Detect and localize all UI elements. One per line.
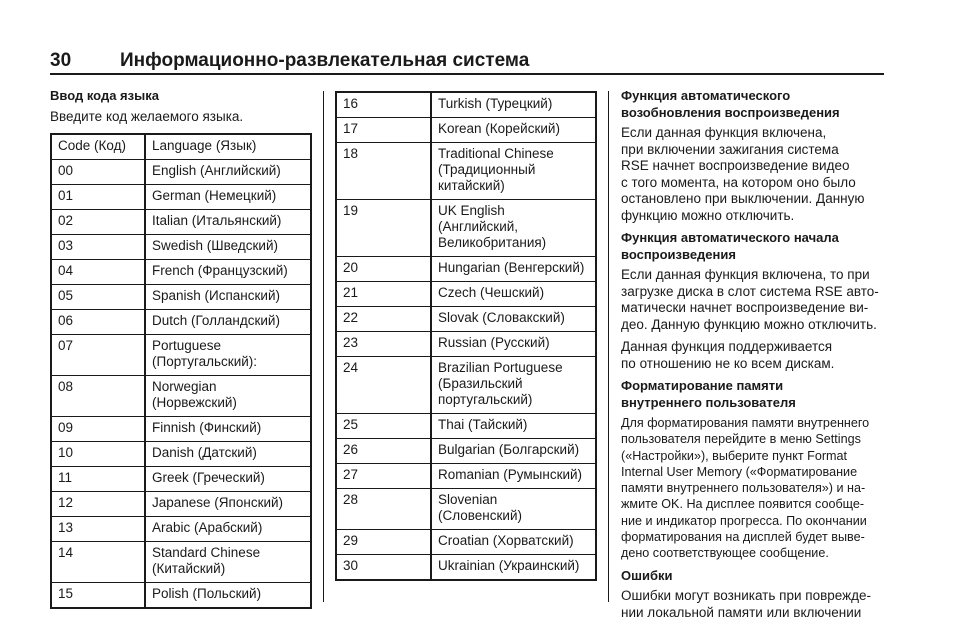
language-name-cell: Hungarian (Венгерский): [431, 257, 596, 282]
language-code-cell: 23: [336, 332, 431, 357]
paragraph-line: форматирования на дисплей будет выве-: [621, 530, 865, 545]
language-name-cell: Thai (Тайский): [431, 414, 596, 439]
paragraph-line: Данная функция поддерживается: [621, 339, 833, 354]
paragraph-line: памяти внутреннего пользователя») и на-: [621, 481, 866, 496]
section-heading-line: внутреннего пользователя: [621, 394, 796, 410]
table-header-row: [51, 134, 311, 160]
page-number: 30: [50, 50, 72, 71]
table-row: [336, 414, 596, 439]
table-row: [336, 464, 596, 489]
table-row: [336, 489, 596, 530]
table-row: [51, 542, 311, 583]
language-code-cell: 26: [336, 439, 431, 464]
language-name-line: Traditional Chinese: [438, 146, 554, 161]
table-row: [51, 235, 311, 260]
section-heading-line: Ошибки: [621, 567, 673, 583]
language-name-cell: Japanese (Японский): [145, 492, 311, 517]
language-name-cell: Dutch (Голландский): [145, 310, 311, 335]
language-code-cell: 01: [51, 185, 145, 210]
table-row: [51, 442, 311, 467]
paragraph-line: при включении зажигания система: [621, 141, 839, 157]
column-divider-left: [323, 91, 324, 602]
language-code-table-continued: [335, 91, 597, 581]
language-name-cell: [431, 489, 596, 530]
language-table-mid: [335, 91, 597, 581]
language-name-line: Brazilian Portuguese: [438, 360, 563, 375]
language-name-cell: Polish (Польский): [145, 583, 311, 609]
language-code-cell: 03: [51, 235, 145, 260]
table-row: [51, 160, 311, 185]
language-code-cell: 27: [336, 464, 431, 489]
section-heading-line: воспроизведения: [621, 246, 736, 262]
paragraph-line: Для форматирования памяти внутреннего: [621, 416, 870, 430]
language-name-cell: [145, 376, 311, 417]
language-name-cell: German (Немецкий): [145, 185, 311, 210]
language-name-line: (Норвежский): [152, 395, 237, 410]
table-row: [51, 517, 311, 542]
language-code-heading: Ввод кода языка: [50, 88, 159, 103]
table-row: [336, 332, 596, 357]
language-name-cell: Croatian (Хорватский): [431, 530, 596, 555]
language-code-cell: 09: [51, 417, 145, 442]
table-row: [51, 492, 311, 517]
language-name-cell: Arabic (Арабский): [145, 517, 311, 542]
language-name-line: (Китайский): [152, 561, 226, 576]
language-code-cell: 12: [51, 492, 145, 517]
table-row: [51, 583, 311, 609]
section-paragraph: [621, 339, 885, 372]
language-code-cell: 16: [336, 92, 431, 118]
language-code-intro: Введите код желаемого языка.: [50, 109, 244, 124]
language-code-cell: 08: [51, 376, 145, 417]
table-row: [51, 335, 311, 376]
table-row: [336, 92, 596, 118]
language-name-cell: French (Французский): [145, 260, 311, 285]
language-name-line: Slovenian: [438, 492, 498, 507]
language-name-cell: Spanish (Испанский): [145, 285, 311, 310]
language-code-cell: 06: [51, 310, 145, 335]
paragraph-line: Ошибки могут возникать при поврежде-: [621, 588, 872, 604]
language-code-cell: 10: [51, 442, 145, 467]
language-name-line: (Традиционный: [438, 162, 536, 177]
language-name-line: Norwegian: [152, 379, 217, 394]
language-code-cell: 24: [336, 357, 431, 414]
paragraph-line: с того момента, на котором оно было: [621, 174, 856, 190]
table-row: [336, 555, 596, 581]
language-code-cell: 21: [336, 282, 431, 307]
section-heading: [621, 88, 885, 121]
paragraph-line: по отношению не ко всем дискам.: [621, 355, 835, 371]
language-code-cell: 04: [51, 260, 145, 285]
section-heading-line: Функция автоматического: [621, 88, 791, 103]
table-row: [51, 417, 311, 442]
page-title: Информационно-развлекательная система: [120, 50, 530, 71]
language-name-line: (Бразильский: [438, 376, 523, 391]
language-name-cell: Ukrainian (Украинский): [431, 555, 596, 581]
language-code-cell: 05: [51, 285, 145, 310]
table-row: [336, 143, 596, 200]
language-name-line: португальский): [438, 392, 533, 407]
language-code-cell: 29: [336, 530, 431, 555]
language-name-line: UK English: [438, 203, 505, 218]
table-row: [336, 282, 596, 307]
table-row: [51, 285, 311, 310]
section-heading-line: Функция автоматического начала: [621, 230, 839, 245]
language-name-cell: Swedish (Шведский): [145, 235, 311, 260]
paragraph-line: Если данная функция включена, то при: [621, 267, 870, 282]
section-paragraph: [621, 267, 885, 333]
table-row: [336, 439, 596, 464]
section-heading-line: возобновления воспроизведения: [621, 104, 840, 120]
language-code-cell: 15: [51, 583, 145, 609]
table-row: [51, 310, 311, 335]
section-heading-line: Форматирование памяти: [621, 378, 784, 393]
language-code-cell: 14: [51, 542, 145, 583]
language-name-cell: Romanian (Румынский): [431, 464, 596, 489]
language-code-cell: 19: [336, 200, 431, 257]
language-name-cell: English (Английский): [145, 160, 311, 185]
language-code-cell: 30: [336, 555, 431, 581]
language-code-cell: 25: [336, 414, 431, 439]
column-divider-right: [608, 91, 609, 602]
language-code-cell: 02: [51, 210, 145, 235]
table-row: [51, 210, 311, 235]
language-code-cell: 00: [51, 160, 145, 185]
language-name-cell: Italian (Итальянский): [145, 210, 311, 235]
language-code-cell: 22: [336, 307, 431, 332]
code-column-header: Code (Код): [51, 134, 145, 160]
table-row: [51, 467, 311, 492]
language-name-cell: Slovak (Словакский): [431, 307, 596, 332]
header-rule: [50, 73, 884, 75]
paragraph-line: («Настройки»), выберите пункт Format: [621, 448, 848, 463]
language-name-cell: Greek (Греческий): [145, 467, 311, 492]
section-heading: [621, 378, 885, 411]
language-name-cell: [431, 200, 596, 257]
section-heading: [621, 230, 885, 263]
table-row: [51, 185, 311, 210]
language-name-cell: Russian (Русский): [431, 332, 596, 357]
language-code-cell: 07: [51, 335, 145, 376]
language-code-cell: 18: [336, 143, 431, 200]
language-name-cell: Korean (Корейский): [431, 118, 596, 143]
paragraph-line: ние и индикатор прогресса. По окончании: [621, 513, 867, 528]
paragraph-line: функцию можно отключить.: [621, 207, 795, 223]
section-paragraph: [621, 588, 885, 621]
paragraph-line: загрузке диска в слот система RSE авто-: [621, 283, 879, 299]
table-row: [51, 260, 311, 285]
table-row: [336, 200, 596, 257]
language-name-cell: Turkish (Турецкий): [431, 92, 596, 118]
table-row: [336, 118, 596, 143]
language-code-cell: 17: [336, 118, 431, 143]
paragraph-line: пользователя перейдите в меню Settings: [621, 432, 861, 447]
paragraph-line: жмите OK. На дисплее появится сообще-: [621, 497, 865, 512]
table-row: [336, 257, 596, 282]
language-name-cell: [431, 357, 596, 414]
language-name-line: Portuguese: [152, 338, 222, 353]
paragraph-line: део. Данную функцию можно отключить.: [621, 316, 877, 332]
language-name-cell: [145, 542, 311, 583]
language-name-line: (Словенский): [438, 508, 522, 523]
language-code-cell: 13: [51, 517, 145, 542]
language-name-cell: Finnish (Финский): [145, 417, 311, 442]
table-row: [51, 376, 311, 417]
section-paragraph: [621, 415, 885, 562]
language-name-cell: Czech (Чешский): [431, 282, 596, 307]
table-row: [336, 357, 596, 414]
paragraph-line: остановлено при выключении. Данную: [621, 191, 865, 206]
table-row: [336, 307, 596, 332]
language-name-line: Standard Chinese: [152, 545, 261, 560]
paragraph-line: Если данная функция включена,: [621, 125, 827, 140]
language-name-cell: [145, 335, 311, 376]
language-name-cell: Bulgarian (Болгарский): [431, 439, 596, 464]
paragraph-line: Internal User Memory («Форматирование: [621, 464, 858, 479]
table-row: [336, 530, 596, 555]
paragraph-line: RSE начнет воспроизведение видео: [621, 158, 850, 173]
paragraph-line: дено соответствующее сообщение.: [621, 546, 829, 561]
language-code-cell: 20: [336, 257, 431, 282]
language-name-line: Великобритания): [438, 235, 547, 250]
language-table-left: [50, 133, 312, 609]
paragraph-line: нии локальной памяти или включении: [621, 604, 862, 620]
left-column: [50, 87, 314, 126]
language-name-line: (Португальский):: [152, 354, 258, 369]
language-code-cell: 11: [51, 467, 145, 492]
language-name-line: китайский): [438, 178, 505, 193]
section-paragraph: [621, 125, 885, 224]
language-name-cell: [431, 143, 596, 200]
right-column: [621, 88, 885, 627]
language-code-cell: 28: [336, 489, 431, 530]
section-heading: [621, 568, 885, 585]
language-code-table: [50, 133, 312, 609]
language-name-cell: Danish (Датский): [145, 442, 311, 467]
language-column-header: Language (Язык): [145, 134, 311, 160]
paragraph-line: матически начнет воспроизведение ви-: [621, 300, 869, 315]
language-name-line: (Английский,: [438, 219, 519, 234]
